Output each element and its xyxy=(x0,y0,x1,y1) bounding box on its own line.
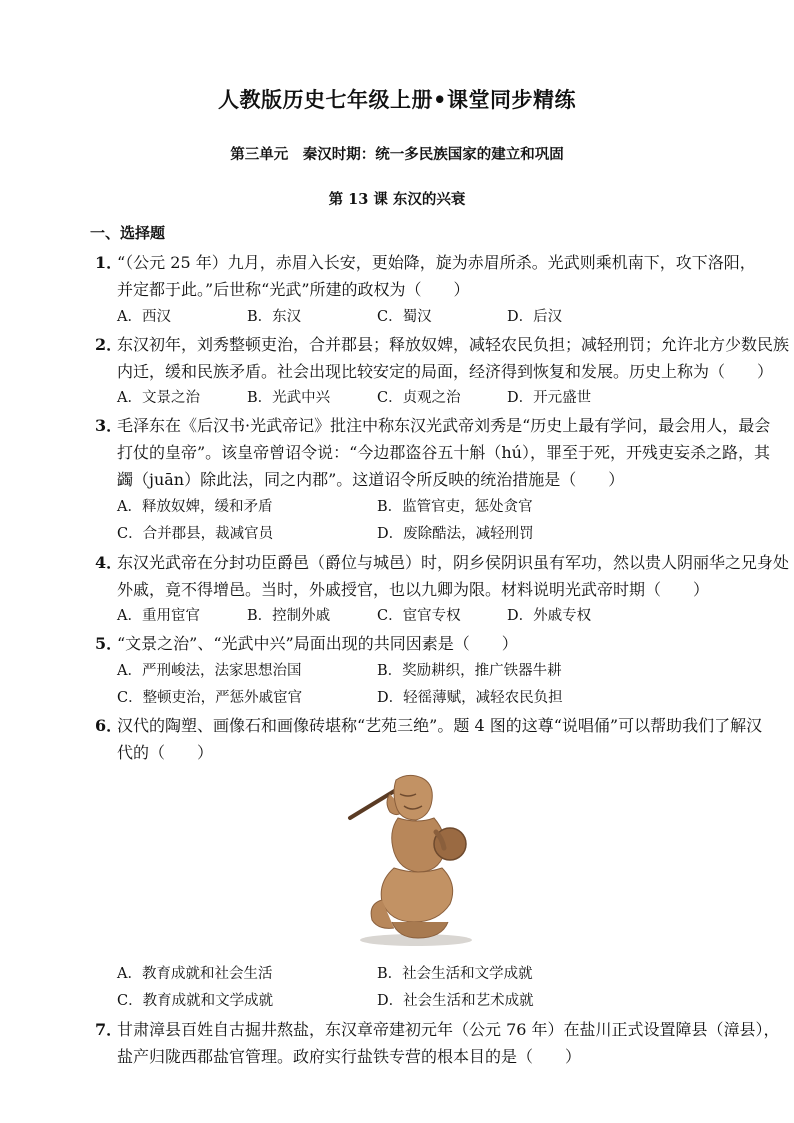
page-title: 人教版历史七年级上册•课堂同步精练 xyxy=(218,87,576,112)
question-line: “（公元 25 年）九月，赤眉入长安，更始降，旋为赤眉所杀。光武则乘机南下，攻下洛阳， xyxy=(117,253,756,272)
unit-heading: 第三单元 秦汉时期：统一多民族国家的建立和巩固 xyxy=(230,146,564,163)
option-a[interactable]: A．释放奴婢，缓和矛盾 xyxy=(117,499,273,515)
question-line: 东汉初年，刘秀整顿吏治，合并郡县；释放奴婢，减轻农民负担；减轻刑罚；允许北方少数民族 xyxy=(117,335,790,354)
option-b[interactable]: B．东汉 xyxy=(247,309,302,325)
option-b[interactable]: B．奖励耕织，推广铁器牛耕 xyxy=(377,663,562,679)
option-c[interactable]: C．合并郡县，裁减官员 xyxy=(117,526,274,542)
option-d[interactable]: D．开元盛世 xyxy=(507,390,592,406)
question-line: 打仗的皇帝”。该皇帝曾诏令说：“今边郡盗谷五十斛（hú），罪至于死，开残吏妄杀之路，其 xyxy=(117,443,770,462)
option-a[interactable]: A．教育成就和社会生活 xyxy=(117,966,273,982)
option-c[interactable]: C．宦官专权 xyxy=(377,608,461,624)
question-line: 盐产归陇西郡盐官管理。政府实行盐铁专营的根本目的是（ ） xyxy=(117,1047,582,1066)
option-d[interactable]: D．外戚专权 xyxy=(507,608,592,624)
question-number: 2． xyxy=(95,335,123,354)
question-line: 外戚，竟不得增邑。当时，外戚授官，也以九卿为限。材料说明光武帝时期（ ） xyxy=(117,580,710,599)
option-d[interactable]: D．轻徭薄赋，减轻农民负担 xyxy=(377,690,563,706)
question-number: 5． xyxy=(95,634,123,653)
question-number: 7． xyxy=(95,1020,123,1039)
option-b[interactable]: B．社会生活和文学成就 xyxy=(377,966,533,982)
option-d[interactable]: D．社会生活和艺术成就 xyxy=(377,993,534,1009)
question-line: 东汉光武帝在分封功臣爵邑（爵位与城邑）时，阴乡侯阴识虽有军功，然以贵人阴丽华之兄身处 xyxy=(117,553,790,572)
option-b[interactable]: B．光武中兴 xyxy=(247,390,331,406)
question-line: 蠲（juān）除此法，同之内郡”。这道诏令所反映的统治措施是（ ） xyxy=(117,470,625,489)
option-a[interactable]: A．西汉 xyxy=(117,309,171,325)
option-a[interactable]: A．文景之治 xyxy=(117,390,200,406)
question-number: 6． xyxy=(95,716,123,735)
option-a[interactable]: A．重用宦官 xyxy=(117,608,200,624)
question-line: 内迁，缓和民族矛盾。社会出现比较安定的局面，经济得到恢复和发展。历史上称为（ ） xyxy=(117,362,774,381)
option-d[interactable]: D．废除酷法，减轻刑罚 xyxy=(377,526,534,542)
option-c[interactable]: C．教育成就和文学成就 xyxy=(117,993,274,1009)
option-c[interactable]: C．贞观之治 xyxy=(377,390,461,406)
option-a[interactable]: A．严刑峻法，法家思想治国 xyxy=(117,663,302,679)
question-line: 代的（ ） xyxy=(117,743,214,762)
question-number: 1． xyxy=(95,253,123,272)
option-b[interactable]: B．监管官吏，惩处贪官 xyxy=(377,499,533,515)
option-b[interactable]: B．控制外戚 xyxy=(247,608,331,624)
storyteller-figurine-icon xyxy=(338,772,488,952)
option-c[interactable]: C．整顿吏治，严惩外戚宦官 xyxy=(117,690,303,706)
section-heading: 一、选择题 xyxy=(90,224,166,242)
question-line: 甘肃漳县百姓自古掘井熬盐，东汉章帝建初元年（公元 76 年）在盐川正式设置障县（漳县）， xyxy=(117,1020,780,1039)
option-c[interactable]: C．蜀汉 xyxy=(377,309,432,325)
question-line: 并定都于此。”后世称“光武”所建的政权为（ ） xyxy=(117,280,470,299)
lesson-heading: 第 13 课 东汉的兴衰 xyxy=(328,191,466,208)
question-number: 4． xyxy=(95,553,123,572)
question-line: 汉代的陶塑、画像石和画像砖堪称“艺苑三绝”。题 4 图的这尊“说唱俑”可以帮助我们了解汉 xyxy=(117,716,763,735)
option-d[interactable]: D．后汉 xyxy=(507,309,563,325)
question-number: 3． xyxy=(95,416,123,435)
question-line: 毛泽东在《后汉书·光武帝记》批注中称东汉光武帝刘秀是“历史上最有学问，最会用人，最会 xyxy=(117,416,771,435)
question-line: “文景之治”、“光武中兴”局面出现的共同因素是（ ） xyxy=(117,634,518,653)
